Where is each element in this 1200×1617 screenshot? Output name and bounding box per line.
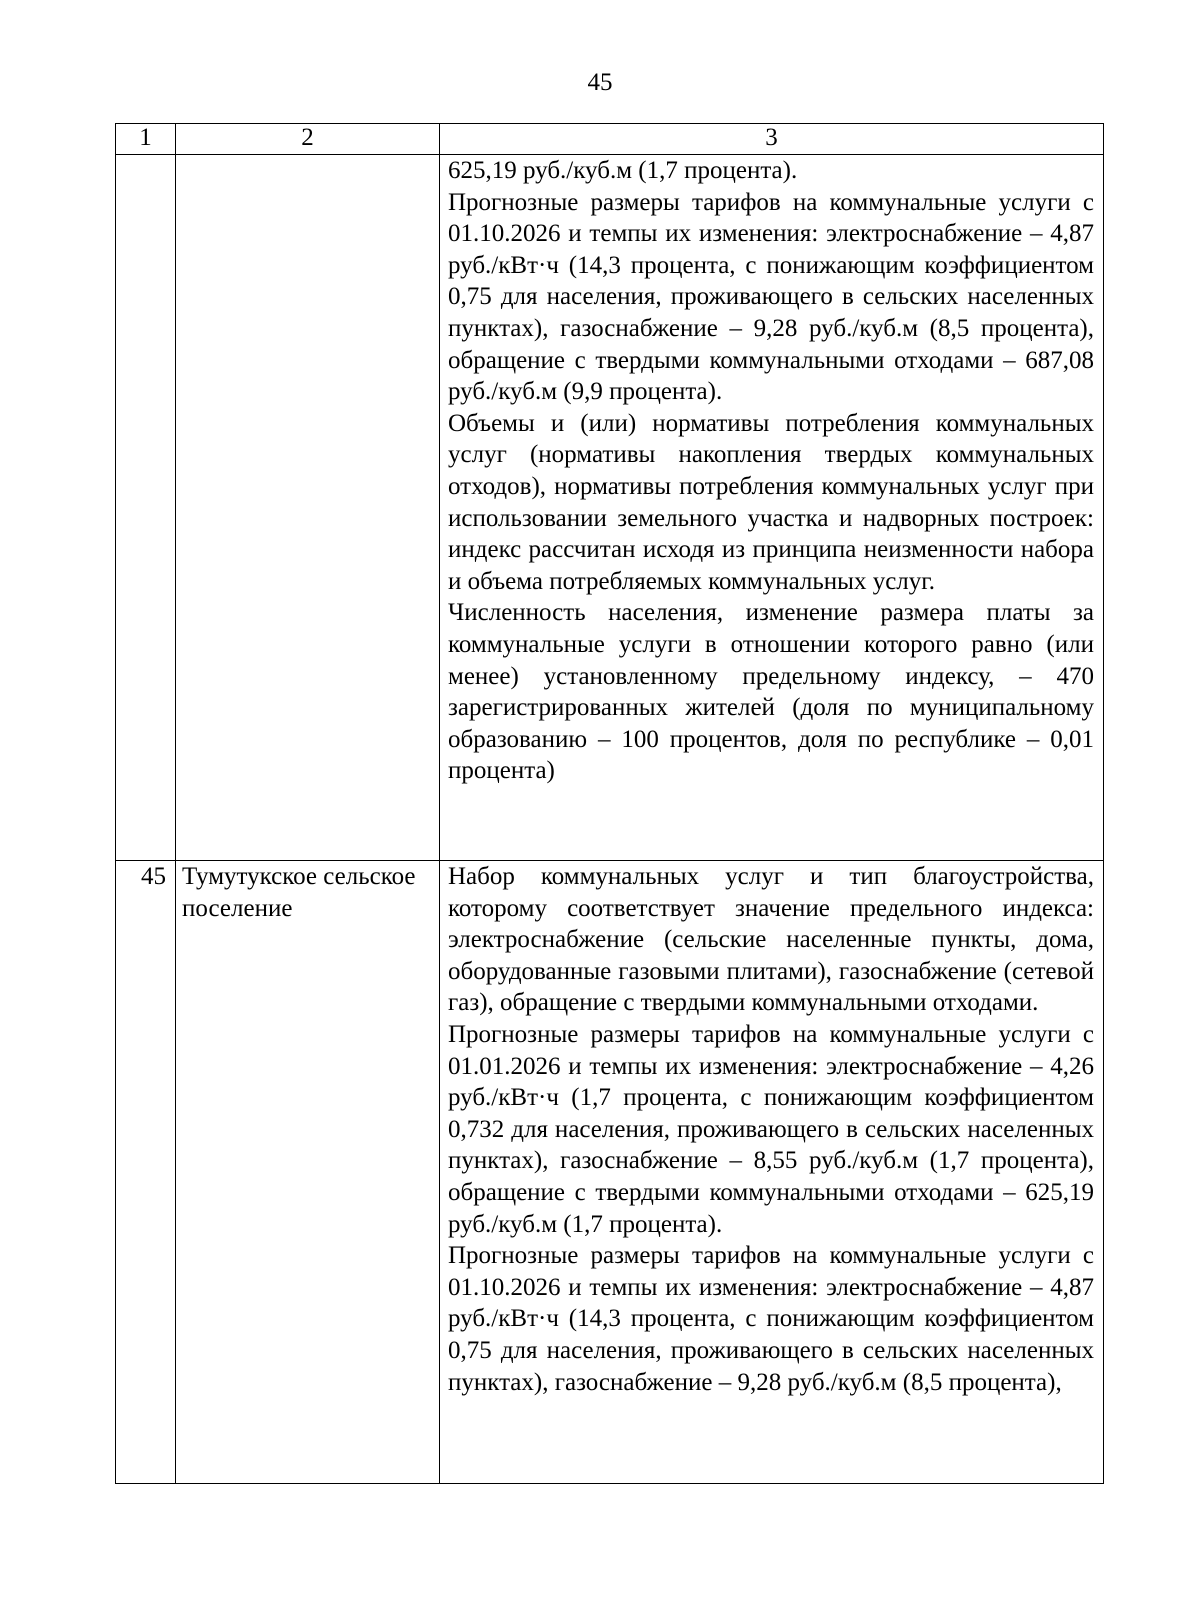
- table-row: [116, 861, 1104, 1484]
- table-header-row: [116, 124, 1104, 155]
- description-paragraph: Прогнозные размеры тарифов на коммунальные услуги с 01.10.2026 и темпы их изменения: электроснабжение – 4,87 руб./кВт·ч (14,3 процента, с понижающим коэффициентом 0,75 для населения, проживающего в сельских населенных пунктах), газоснабжение – 9,28 руб./куб.м (8,5 процента),: [448, 1242, 1094, 1396]
- settlement-name-cell: Тумутукское сельское поселение: [176, 861, 440, 1484]
- table-row: [116, 155, 1104, 861]
- description-paragraph: Прогнозные размеры тарифов на коммунальные услуги с 01.10.2026 и темпы их изменения: электроснабжение – 4,87 руб./кВт·ч (14,3 процента, с понижающим коэффициентом 0,75 для населения, проживающего в сельских населенных пунктах), газоснабжение – 9,28 руб./куб.м (8,5 процента), обращение с твердыми коммунальными отходами – 687,08 руб./куб.м (9,9 процента).: [448, 188, 1094, 406]
- description-paragraph: Прогнозные размеры тарифов на коммунальные услуги с 01.01.2026 и темпы их изменения: электроснабжение – 4,26 руб./кВт·ч (1,7 процента, с понижающим коэффициентом 0,732 для населения, проживающего в сельских населенных пунктах), газоснабжение – 8,55 руб./куб.м (1,7 процента), обращение с твердыми коммунальными отходами – 625,19 руб./куб.м (1,7 процента).: [448, 1020, 1094, 1238]
- description-paragraph: Численность населения, изменение размера платы за коммунальные услуги в отношении которого равно (или менее) установленному предельному индексу, – 470 зарегистрированных жителей (доля по муниципальному образованию – 100 процентов, доля по республике – 0,01 процента): [448, 599, 1094, 785]
- description-paragraph: Набор коммунальных услуг и тип благоустройства, которому соответствует значение предельного индекса: электроснабжение (сельские населенные пункты, дома, оборудованные газовыми плитами), газоснабжение (сетевой газ), обращение с твердыми коммунальными отходами.: [448, 863, 1094, 1017]
- column-header-2: 2: [176, 124, 440, 155]
- column-header-1: 1: [116, 124, 176, 155]
- description-paragraph: 625,19 руб./куб.м (1,7 процента).: [448, 157, 798, 184]
- settlement-name-cell: [176, 155, 440, 861]
- description-cell: [440, 155, 1104, 861]
- description-cell: [440, 861, 1104, 1484]
- data-table: [115, 123, 1104, 1484]
- page-number: 45: [587, 69, 613, 96]
- description-paragraph: Объемы и (или) нормативы потребления коммунальных услуг (нормативы накопления твердых коммунальных отходов), нормативы потребления коммунальных услуг при использовании земельного участка и надворных построек: индекс рассчитан исходя из принципа неизменности набора и объема потребляемых коммунальных услуг.: [448, 409, 1094, 595]
- row-number-cell: [116, 155, 176, 861]
- column-header-3: 3: [440, 124, 1104, 155]
- row-number-cell: 45: [116, 861, 176, 1484]
